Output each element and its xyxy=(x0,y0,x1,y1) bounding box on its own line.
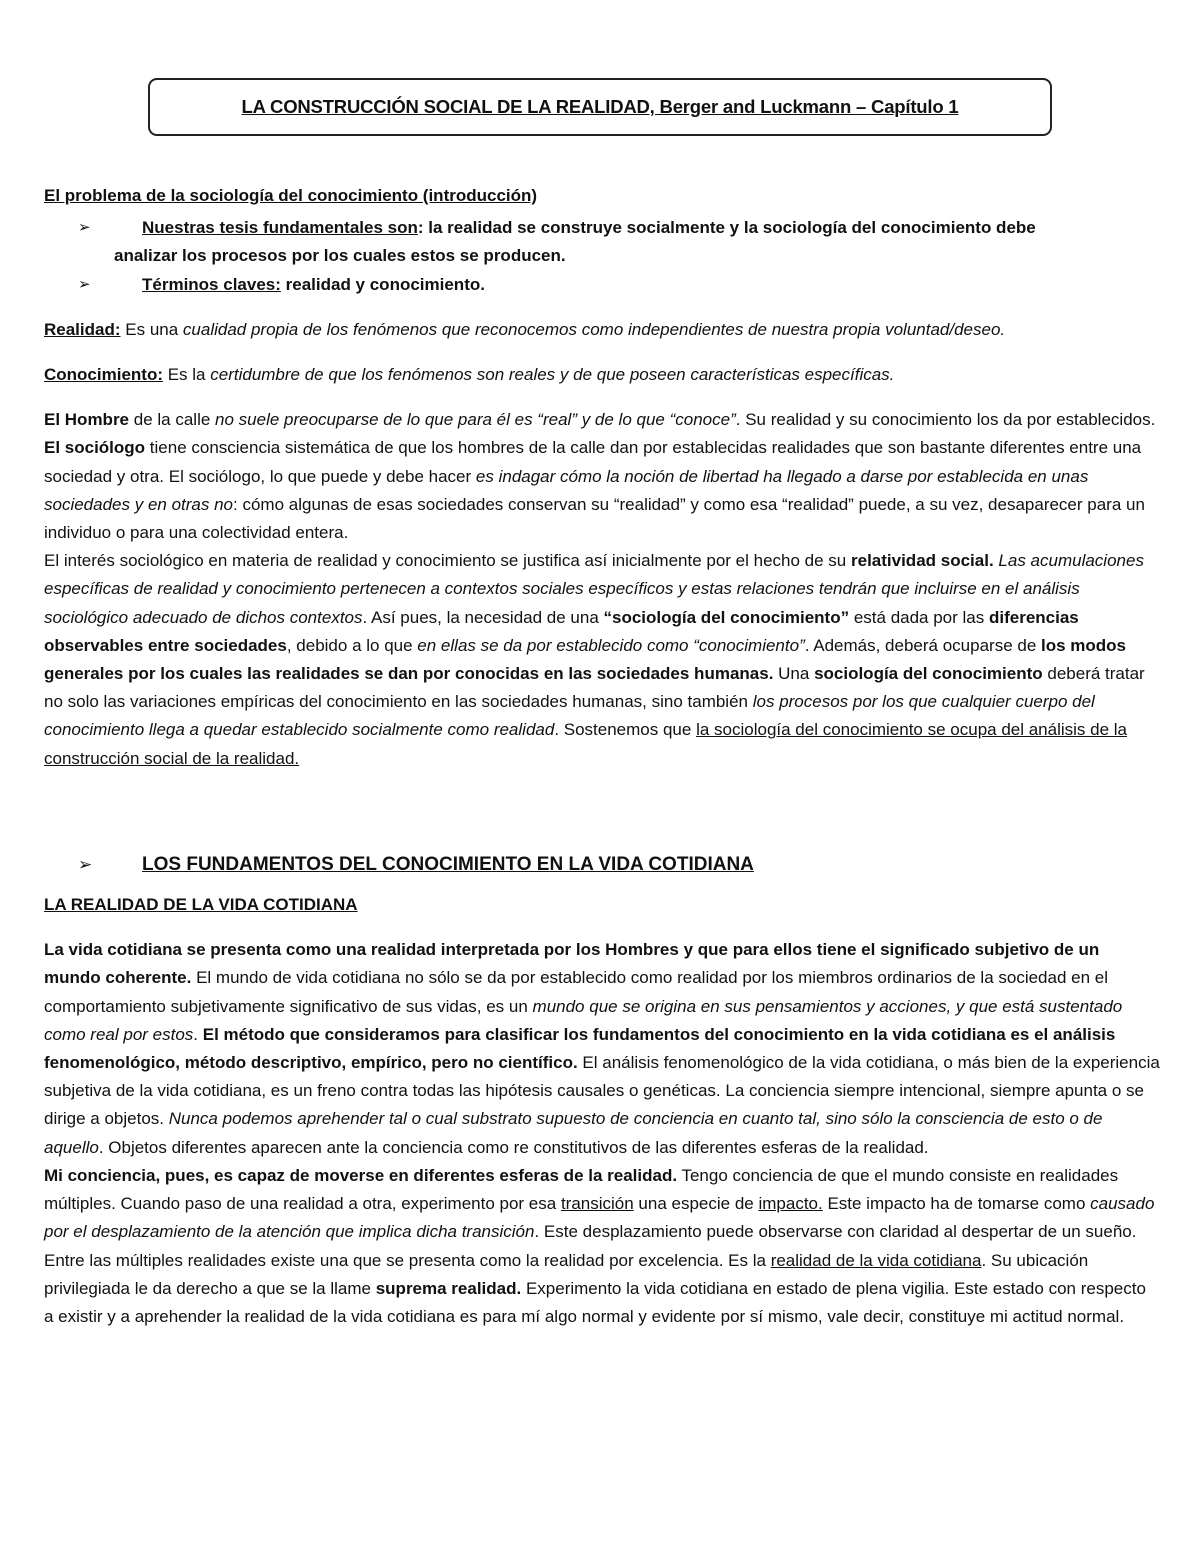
document-title: LA CONSTRUCCIÓN SOCIAL DE LA REALIDAD, Berger and Luckmann – Capítulo 1 xyxy=(241,96,959,117)
definition-term: Conocimiento: xyxy=(44,365,163,385)
definition-realidad: Realidad: Es una cualidad propia de los fenómenos que reconocemos como independientes de nuestra propia voluntad/deseo. xyxy=(44,319,1006,339)
body-paragraph: La vida cotidiana se presenta como una realidad interpretada por los Hombres y que para ellos tiene el significado subjetivo de un mundo coherente. El mundo de vida cotidiana no sólo se da por establecido como realidad por los miembros ordinarios de la sociedad en el comportamiento subjetivamente significativo de sus vidas, es un mundo que se origina en sus pensamientos y acciones, y que está sustentado como real por estos. El método que consideramos para clasificar los fundamentos del conocimiento en la vida cotidiana es el análisis fenomenológico, método descriptivo, empírico, pero no científico. El análisis fenomenológico de la vida cotidiana, o más bien de la experiencia subjetiva de la vida cotidiana, es un freno contra todas las hipótesis causales o genéticas. La conciencia siempre intencional, siempre apunta o se dirige a objetos. Nunca podemos aprehender tal o cual substrato supuesto de conciencia en cuanto tal, sino sólo la consciencia de esto o de aquello. Objetos diferentes aparecen ante la conciencia como re constitutivos de las diferentes esferas de la realidad. Mi conciencia, pues, es capaz de moverse en diferentes esferas de la realidad. Tengo conciencia de que el mundo consiste en realidades múltiples. Cuando paso de una realidad a otra, experimento por esa transición una especie de impacto. Este impacto ha de tomarse como causado por el desplazamiento de la atención que implica dicha transición. Este desplazamiento puede observarse con claridad al despertar de un sueño. Entre las múltiples realidades existe una que se presenta como la realidad por excelencia. Es la realidad de la vida cotidiana. Su ubicación privilegiada le da derecho a que se la llame suprema realidad. Experimento la vida cotidiana en estado de plena vigilia. Este estado con respecto a existir y a aprehender la realidad de la vida cotidiana es para mí algo normal y evidente por sí mismo, vale decir, constituye mi actitud normal. xyxy=(44,940,1160,1326)
bullet-text-continued: analizar los procesos por los cuales estos se producen. xyxy=(114,246,566,266)
section-heading xyxy=(44,851,1160,879)
bullet-text: : la realidad se construye socialmente y la sociología del conocimiento debe xyxy=(417,218,1036,238)
bullet-item xyxy=(44,271,1160,299)
body-paragraph: El Hombre de la calle no suele preocuparse de lo que para él es “real” y de lo que “conoce”. Su realidad y su conocimiento los da por establecidos. El sociólogo tiene consciencia sistemática de que los hombres de la calle dan por establecidas realidades que son bastante diferentes entre una sociedad y otra. El sociólogo, lo que puede y debe hacer es indagar cómo la noción de libertad ha llegado a darse por establecida en unas sociedades y en otras no: cómo algunas de esas sociedades conservan su “realidad” y como esa “realidad” puede, a su vez, desaparecer para un individuo o para una colectividad entera. El interés sociológico en materia de realidad y conocimiento se justifica así inicialmente por el hecho de su relatividad social. Las acumulaciones específicas de realidad y conocimiento pertenecen a contextos sociales específicos y estas relaciones tendrán que incluirse en el análisis sociológico adecuado de dichos contextos. Así pues, la necesidad de una “sociología del conocimiento” está dada por las diferencias observables entre sociedades, debido a lo que en ellas se da por establecido como “conocimiento”. Además, deberá ocuparse de los modos generales por los cuales las realidades se dan por conocidas en las sociedades humanas. Una sociología del conocimiento deberá tratar no solo las variaciones empíricas del conocimiento en las sociedades humanas, sino también los procesos por los que cualquier cuerpo del conocimiento llega a quedar establecido socialmente como realidad. Sostenemos que la sociología del conocimiento se ocupa del análisis de la construcción social de la realidad. xyxy=(44,410,1156,768)
arrow-bullet-icon: ➢ xyxy=(78,854,93,874)
document-body xyxy=(44,182,1160,1331)
bullet-item xyxy=(44,214,1160,242)
arrow-bullet-icon: ➢ xyxy=(78,275,91,293)
definition-conocimiento: Conocimiento: Es la certidumbre de que los fenómenos son reales y de que poseen características específicas. xyxy=(44,365,895,385)
section-heading-text: LOS FUNDAMENTOS DEL CONOCIMIENTO EN LA VIDA COTIDIANA xyxy=(142,853,754,875)
sub-heading: LA REALIDAD DE LA VIDA COTIDIANA xyxy=(44,895,358,915)
bullet-label: Términos claves: xyxy=(142,274,281,294)
intro-heading: El problema de la sociología del conocimiento (introducción) xyxy=(44,186,538,205)
arrow-bullet-icon: ➢ xyxy=(78,219,91,237)
title-box xyxy=(148,78,1052,136)
bullet-text: realidad y conocimiento. xyxy=(280,274,485,294)
bullet-label: Nuestras tesis fundamentales son xyxy=(142,218,418,238)
definition-term: Realidad: xyxy=(44,319,121,339)
